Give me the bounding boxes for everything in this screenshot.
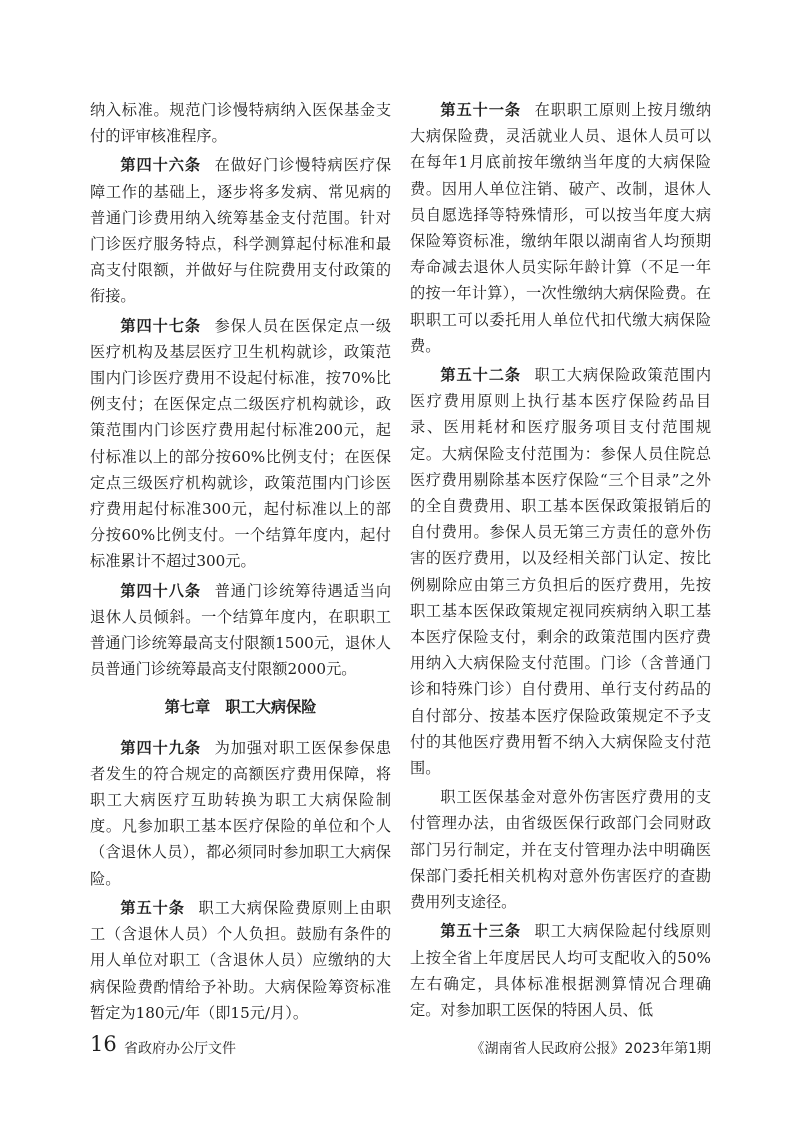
footer-publisher: 省政府办公厅文件 — [124, 1041, 236, 1057]
article-label: 第五十一条 — [440, 101, 521, 119]
article-label: 第四十九条 — [120, 738, 201, 757]
article-label: 第四十八条 — [120, 581, 201, 600]
left-column — [90, 97, 391, 1029]
article-text: 职工大病保险费原则上由职工（含退休人员）个人负担。鼓励有条件的用人单位对职工（含退休人员）应缴纳的大病保险费酌情给予补助。大病保险筹资标准暂定为180元/年（即15元/月）。 — [90, 898, 392, 1022]
article-50 — [90, 895, 391, 1026]
page-number: 16 — [90, 1032, 117, 1056]
article-47 — [90, 313, 391, 575]
page-footer — [90, 1032, 711, 1060]
article-53 — [410, 918, 711, 1023]
article-text: 职工大病保险起付线原则上按全省上年度居民人均可支配收入的50%左右确定，具体标准根据测算情况合理确定。对参加职工医保的特困人员、低 — [410, 922, 712, 1019]
article-label: 第四十七条 — [120, 316, 201, 335]
chapter-number: 第七章 — [164, 698, 211, 717]
paragraph-accident-injury: 职工医保基金对意外伤害医疗费用的支付管理办法，由省级医保行政部门会同财政部门另行制定，并在支付管理办法中明确医保部门委托相关机构对意外伤害医疗的查勘费用列支途径。 — [410, 788, 711, 912]
article-label: 第五十三条 — [440, 922, 521, 941]
article-label: 第四十六条 — [120, 156, 201, 175]
chapter-title: 职工大病保险 — [225, 698, 317, 717]
footer-publication: 《湖南省人民政府公报》2023年第1期 — [470, 1041, 711, 1057]
article-52 — [410, 362, 711, 781]
article-48 — [90, 578, 391, 683]
article-46 — [90, 152, 391, 309]
article-51 — [410, 97, 711, 359]
paragraph-continued: 纳入标准。规范门诊慢特病纳入医保基金支付的评审核准程序。 — [90, 101, 391, 146]
article-text: 为加强对职工医保参保患者发生的符合规定的高额医疗费用保障，将职工大病医疗互助转换为职工大病保险制度。凡参加职工基本医疗保险的单位和个人（含退休人员），都必须同时参加职工大病保险。 — [90, 738, 392, 888]
article-text: 普通门诊统筹待遇适当向退休人员倾斜。一个结算年度内，在职职工普通门诊统筹最高支付限额1500元，退休人员普通门诊统筹最高支付限额2000元。 — [90, 581, 392, 679]
article-text: 在职职工原则上按月缴纳大病保险费，灵活就业人员、退休人员可以在每年1月底前按年缴纳当年度的大病保险费。因用人单位注销、破产、改制，退休人员自愿选择等特殊情形，可以按当年度大病保险筹资标准，缴纳年限以湖南省人均预期寿命减去退休人员实际年龄计算（不足一年的按一年计算），一次性缴纳大病保险费。在职职工可以委托用人单位代扣代缴大病保险费。 — [410, 101, 712, 355]
article-text: 参保人员在医保定点一级医疗机构及基层医疗卫生机构就诊，政策范围内门诊医疗费用不设起付标准，按70%比例支付；在医保定点二级医疗机构就诊，政策范围内门诊医疗费用起付标准200元，起付标准以上的部分按60%比例支付；在医保定点三级医疗机构就诊，政策范围内门诊医疗费用起付标准300元，起付标准以上的部分按60%比例支付。一个结算年度内，起付标准累计不超过300元。 — [90, 316, 392, 571]
article-text: 职工大病保险政策范围内医疗费用原则上执行基本医疗保险药品目录、医用耗材和医疗服务项目支付范围规定。大病保险支付范围为：参保人员住院总医疗费用剔除基本医疗保险“三个目录”之外的全自费费用、职工基本医保政策报销后的自付费用。参保人员无第三方责任的意外伤害的医疗费用，以及经相关部门认定、按比例剔除应由第三方负担后的医疗费用，先按职工基本医保政策规定视同疾病纳入职工基本医疗保险支付，剩余的政策范围内医疗费用纳入大病保险支付范围。门诊（含普通门诊和特殊门诊）自付费用、单行支付药品的自付部分、按基本医疗保险政策规定不予支付的其他医疗费用暂不纳入大病保险支付范围。 — [410, 366, 712, 778]
article-label: 第五十二条 — [440, 366, 521, 385]
article-49 — [90, 735, 391, 892]
article-text: 在做好门诊慢特病医疗保障工作的基础上，逐步将多发病、常见病的普通门诊费用纳入统筹基金支付范围。针对门诊医疗服务特点，科学测算起付标准和最高支付限额，并做好与住院费用支付政策的衔接。 — [90, 156, 392, 306]
chapter-heading — [90, 694, 391, 720]
right-column — [410, 97, 711, 1026]
article-label: 第五十条 — [120, 898, 185, 917]
